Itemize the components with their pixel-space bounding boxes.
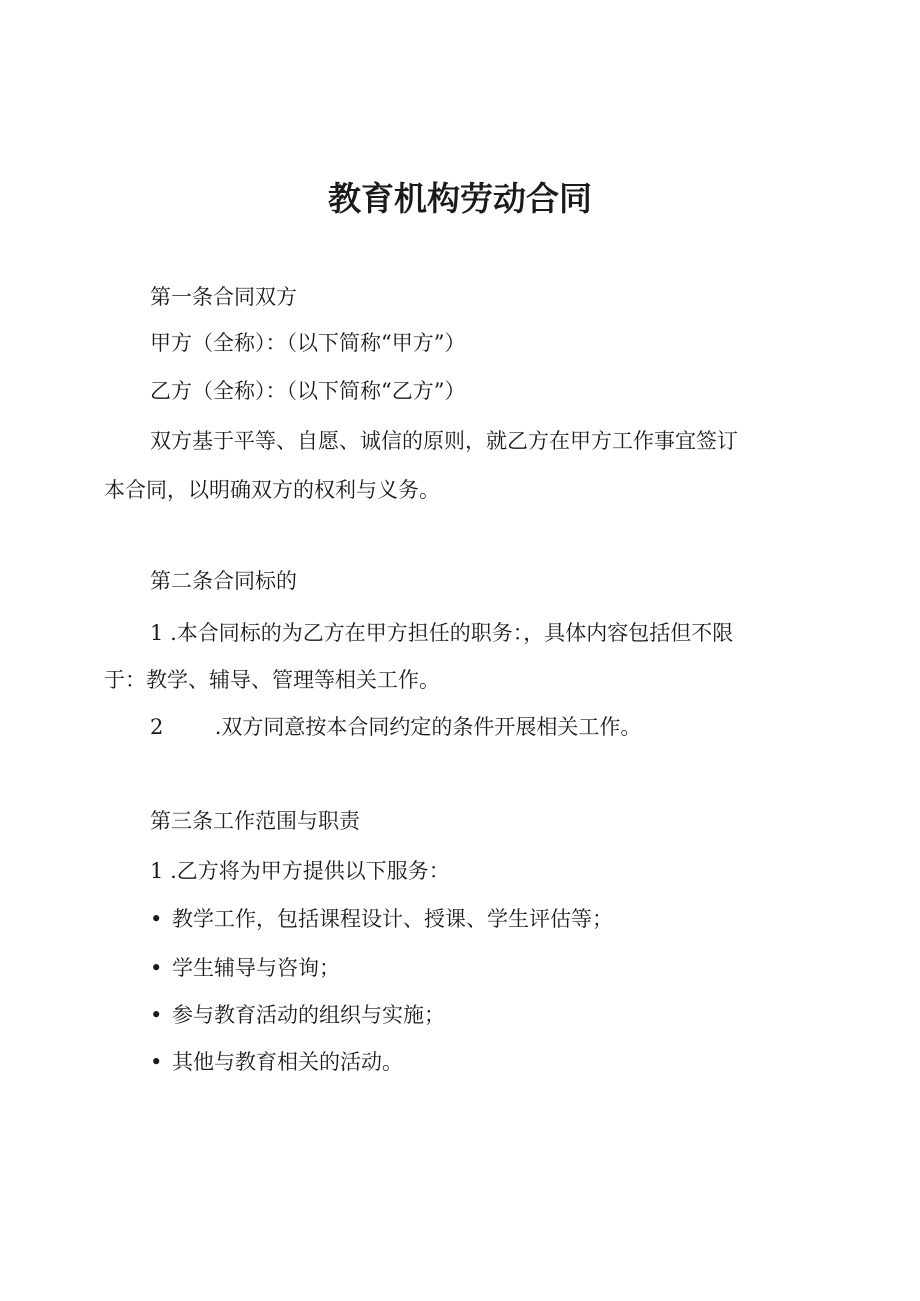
clause-number: 2 (150, 715, 164, 739)
bullet-icon: • (150, 1003, 163, 1027)
paragraph-line: 本合同，以明确双方的权利与义务。 (104, 478, 440, 502)
list-item-text: 参与教育活动的组织与实施； (172, 1003, 445, 1027)
section-heading: 第三条工作范围与职责 (150, 809, 360, 833)
bullet-icon: • (150, 956, 163, 980)
clause-number: 1 (150, 859, 164, 883)
clause-text: .本合同标的为乙方在甲方担任的职务：，具体内容包括但不限 (170, 621, 734, 645)
list-item (150, 1000, 445, 1030)
list-item-text: 学生辅导与咨询； (172, 956, 340, 980)
clause-number: 1 (150, 621, 164, 645)
clause-item (150, 856, 450, 886)
list-item-text: 其他与教育相关的活动。 (172, 1050, 403, 1074)
paragraph-line: 双方基于平等、自愿、诚信的原则，就乙方在甲方工作事宜签订 (150, 429, 738, 453)
list-item (150, 1047, 403, 1077)
bullet-icon: • (150, 907, 163, 931)
clause-item (150, 618, 733, 648)
list-item-text: 教学工作，包括课程设计、授课、学生评估等； (172, 907, 613, 931)
party-a-line: 甲方（全称）：（以下简称“甲方”） (150, 331, 466, 355)
section-heading: 第二条合同标的 (150, 569, 297, 593)
list-item (150, 904, 613, 934)
clause-text: .乙方将为甲方提供以下服务： (170, 859, 450, 883)
list-item (150, 953, 340, 983)
paragraph-line: 于：教学、辅导、管理等相关工作。 (104, 668, 440, 692)
clause-item (150, 712, 641, 742)
bullet-icon: • (150, 1050, 163, 1074)
section-heading: 第一条合同双方 (150, 285, 297, 309)
document-title: 教育机构劳动合同 (328, 179, 592, 218)
party-b-line: 乙方（全称）：（以下简称“乙方”） (150, 379, 466, 403)
clause-text: .双方同意按本合同约定的条件开展相关工作。 (214, 715, 642, 739)
